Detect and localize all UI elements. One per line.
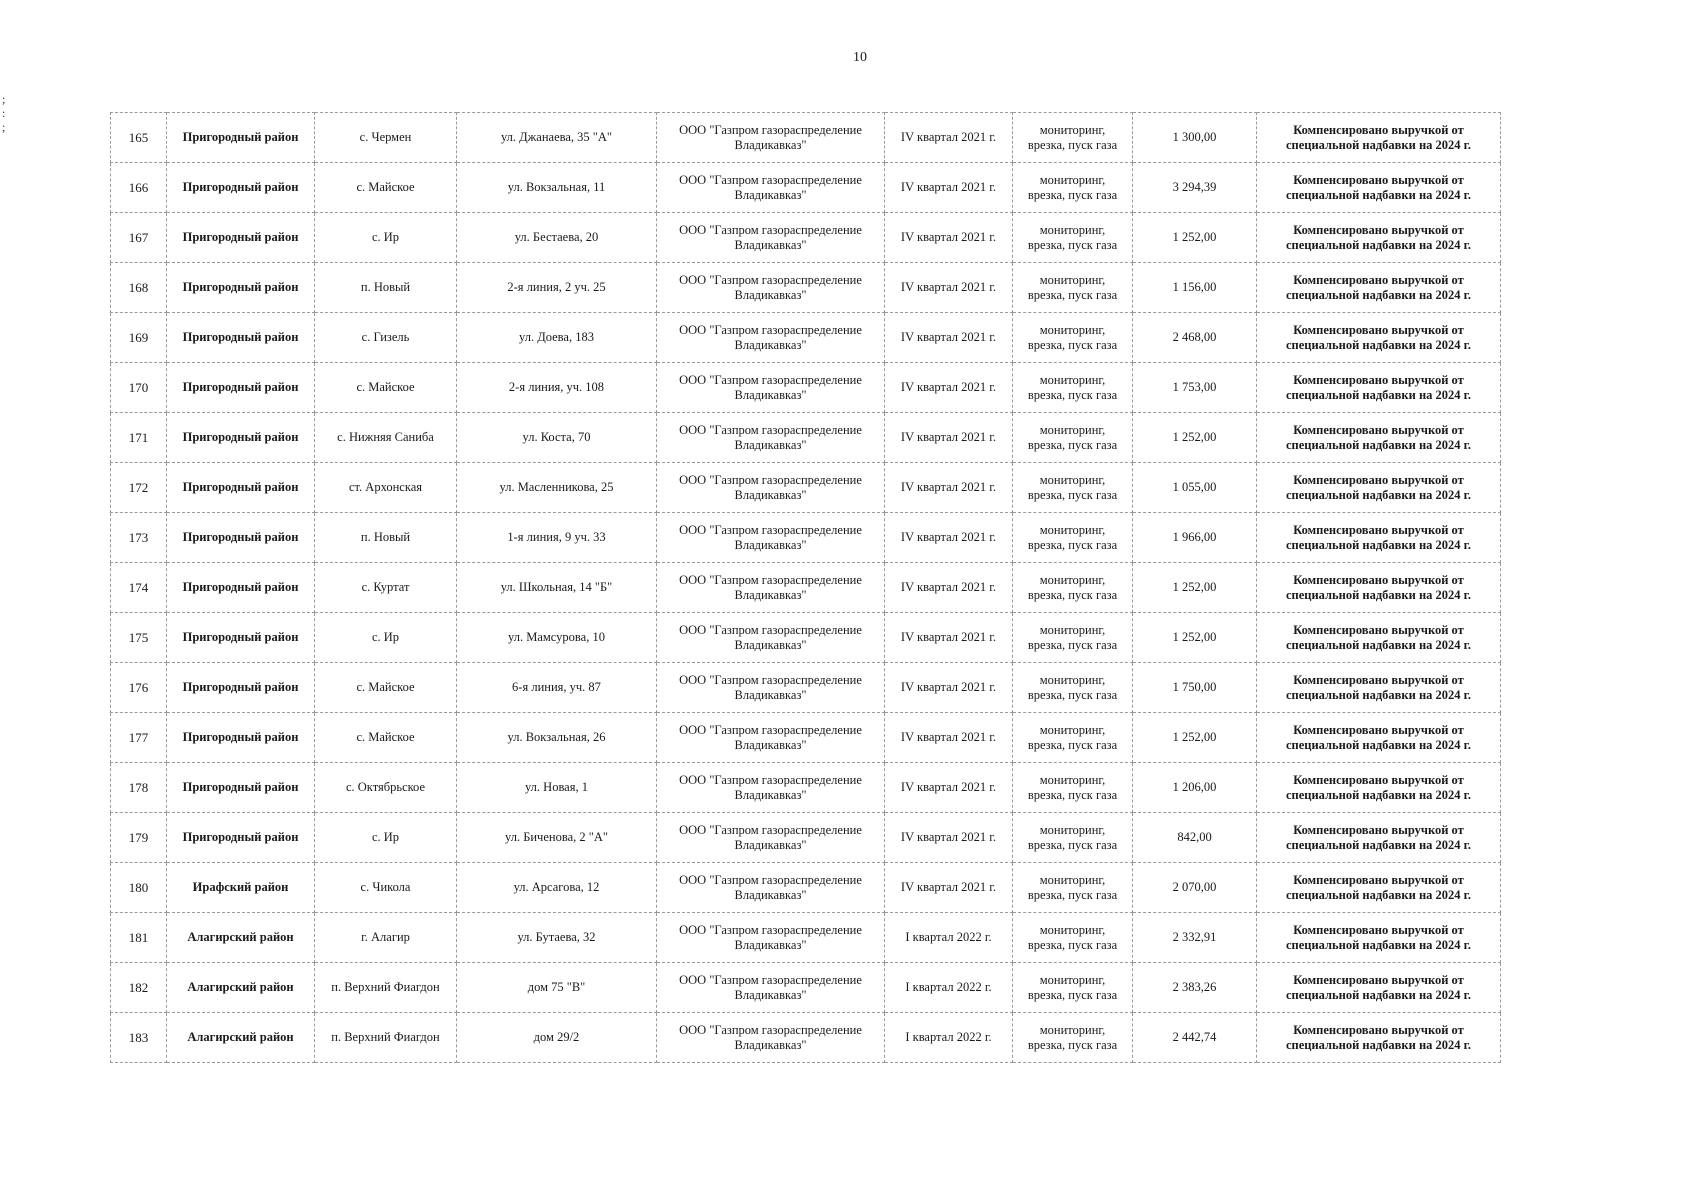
settlement-cell: ст. Архонская — [315, 463, 457, 513]
address-cell: ул. Биченова, 2 "А" — [457, 813, 657, 863]
row-number-cell: 171 — [111, 413, 167, 463]
row-number-cell: 182 — [111, 963, 167, 1013]
settlement-cell: п. Верхний Фиагдон — [315, 963, 457, 1013]
settlement-cell: с. Чермен — [315, 113, 457, 163]
note-cell: Компенсировано выручкой от специальной надбавки на 2024 г. — [1257, 113, 1501, 163]
settlement-cell: п. Верхний Фиагдон — [315, 1013, 457, 1063]
address-cell: ул. Мамсурова, 10 — [457, 613, 657, 663]
organization-cell: ООО "Газпром газораспределение Владикавказ" — [657, 813, 885, 863]
organization-cell: ООО "Газпром газораспределение Владикавказ" — [657, 513, 885, 563]
district-cell: Пригородный район — [167, 463, 315, 513]
settlement-cell: п. Новый — [315, 513, 457, 563]
amount-cell: 1 252,00 — [1133, 563, 1257, 613]
table-row — [111, 363, 1501, 413]
amount-cell: 1 055,00 — [1133, 463, 1257, 513]
data-table-container — [110, 112, 1500, 1063]
note-cell: Компенсировано выручкой от специальной надбавки на 2024 г. — [1257, 563, 1501, 613]
period-cell: I квартал 2022 г. — [885, 913, 1013, 963]
district-cell: Пригородный район — [167, 813, 315, 863]
period-cell: IV квартал 2021 г. — [885, 463, 1013, 513]
address-cell: 2-я линия, 2 уч. 25 — [457, 263, 657, 313]
organization-cell: ООО "Газпром газораспределение Владикавказ" — [657, 413, 885, 463]
address-cell: ул. Вокзальная, 26 — [457, 713, 657, 763]
address-cell: 2-я линия, уч. 108 — [457, 363, 657, 413]
amount-cell: 1 252,00 — [1133, 413, 1257, 463]
period-cell: IV квартал 2021 г. — [885, 663, 1013, 713]
district-cell: Ирафский район — [167, 863, 315, 913]
district-cell: Пригородный район — [167, 313, 315, 363]
table-row — [111, 713, 1501, 763]
work-type-cell: мониторинг, врезка, пуск газа — [1013, 913, 1133, 963]
settlement-cell: с. Ир — [315, 813, 457, 863]
organization-cell: ООО "Газпром газораспределение Владикавказ" — [657, 313, 885, 363]
row-number-cell: 177 — [111, 713, 167, 763]
address-cell: ул. Арсагова, 12 — [457, 863, 657, 913]
row-number-cell: 175 — [111, 613, 167, 663]
organization-cell: ООО "Газпром газораспределение Владикавказ" — [657, 213, 885, 263]
work-type-cell: мониторинг, врезка, пуск газа — [1013, 263, 1133, 313]
district-cell: Пригородный район — [167, 613, 315, 663]
table-row — [111, 263, 1501, 313]
amount-cell: 2 070,00 — [1133, 863, 1257, 913]
settlement-cell: с. Ир — [315, 613, 457, 663]
note-cell: Компенсировано выручкой от специальной надбавки на 2024 г. — [1257, 513, 1501, 563]
district-cell: Пригородный район — [167, 163, 315, 213]
page-number: 10 — [853, 50, 867, 65]
settlement-cell: с. Майское — [315, 713, 457, 763]
table-row — [111, 163, 1501, 213]
amount-cell: 1 753,00 — [1133, 363, 1257, 413]
district-cell: Пригородный район — [167, 263, 315, 313]
settlement-cell: с. Октябрьское — [315, 763, 457, 813]
settlement-cell: с. Куртат — [315, 563, 457, 613]
work-type-cell: мониторинг, врезка, пуск газа — [1013, 363, 1133, 413]
organization-cell: ООО "Газпром газораспределение Владикавказ" — [657, 463, 885, 513]
note-cell: Компенсировано выручкой от специальной надбавки на 2024 г. — [1257, 213, 1501, 263]
organization-cell: ООО "Газпром газораспределение Владикавказ" — [657, 113, 885, 163]
margin-mark: ; — [2, 120, 6, 134]
amount-cell: 2 332,91 — [1133, 913, 1257, 963]
period-cell: I квартал 2022 г. — [885, 963, 1013, 1013]
note-cell: Компенсировано выручкой от специальной надбавки на 2024 г. — [1257, 863, 1501, 913]
row-number-cell: 167 — [111, 213, 167, 263]
note-cell: Компенсировано выручкой от специальной надбавки на 2024 г. — [1257, 663, 1501, 713]
amount-cell: 1 252,00 — [1133, 613, 1257, 663]
work-type-cell: мониторинг, врезка, пуск газа — [1013, 1013, 1133, 1063]
period-cell: IV квартал 2021 г. — [885, 163, 1013, 213]
row-number-cell: 173 — [111, 513, 167, 563]
work-type-cell: мониторинг, врезка, пуск газа — [1013, 463, 1133, 513]
address-cell: ул. Коста, 70 — [457, 413, 657, 463]
table-row — [111, 463, 1501, 513]
row-number-cell: 183 — [111, 1013, 167, 1063]
table-row — [111, 763, 1501, 813]
note-cell: Компенсировано выручкой от специальной надбавки на 2024 г. — [1257, 463, 1501, 513]
margin-marks — [2, 92, 5, 134]
table-row — [111, 613, 1501, 663]
settlement-cell: с. Ир — [315, 213, 457, 263]
table-row — [111, 963, 1501, 1013]
organization-cell: ООО "Газпром газораспределение Владикавказ" — [657, 163, 885, 213]
data-table — [110, 112, 1501, 1063]
amount-cell: 2 468,00 — [1133, 313, 1257, 363]
note-cell: Компенсировано выручкой от специальной надбавки на 2024 г. — [1257, 1013, 1501, 1063]
district-cell: Пригородный район — [167, 513, 315, 563]
work-type-cell: мониторинг, врезка, пуск газа — [1013, 963, 1133, 1013]
period-cell: IV квартал 2021 г. — [885, 413, 1013, 463]
table-row — [111, 513, 1501, 563]
district-cell: Алагирский район — [167, 963, 315, 1013]
district-cell: Пригородный район — [167, 213, 315, 263]
settlement-cell: с. Гизель — [315, 313, 457, 363]
period-cell: IV квартал 2021 г. — [885, 263, 1013, 313]
period-cell: IV квартал 2021 г. — [885, 863, 1013, 913]
district-cell: Пригородный район — [167, 713, 315, 763]
organization-cell: ООО "Газпром газораспределение Владикавказ" — [657, 363, 885, 413]
table-row — [111, 113, 1501, 163]
row-number-cell: 165 — [111, 113, 167, 163]
period-cell: IV квартал 2021 г. — [885, 213, 1013, 263]
note-cell: Компенсировано выручкой от специальной надбавки на 2024 г. — [1257, 413, 1501, 463]
work-type-cell: мониторинг, врезка, пуск газа — [1013, 213, 1133, 263]
organization-cell: ООО "Газпром газораспределение Владикавказ" — [657, 1013, 885, 1063]
note-cell: Компенсировано выручкой от специальной надбавки на 2024 г. — [1257, 263, 1501, 313]
address-cell: 6-я линия, уч. 87 — [457, 663, 657, 713]
period-cell: IV квартал 2021 г. — [885, 363, 1013, 413]
period-cell: IV квартал 2021 г. — [885, 563, 1013, 613]
district-cell: Пригородный район — [167, 413, 315, 463]
amount-cell: 842,00 — [1133, 813, 1257, 863]
note-cell: Компенсировано выручкой от специальной надбавки на 2024 г. — [1257, 313, 1501, 363]
organization-cell: ООО "Газпром газораспределение Владикавказ" — [657, 913, 885, 963]
settlement-cell: с. Майское — [315, 663, 457, 713]
address-cell: 1-я линия, 9 уч. 33 — [457, 513, 657, 563]
work-type-cell: мониторинг, врезка, пуск газа — [1013, 763, 1133, 813]
work-type-cell: мониторинг, врезка, пуск газа — [1013, 663, 1133, 713]
note-cell: Компенсировано выручкой от специальной надбавки на 2024 г. — [1257, 613, 1501, 663]
organization-cell: ООО "Газпром газораспределение Владикавказ" — [657, 763, 885, 813]
note-cell: Компенсировано выручкой от специальной надбавки на 2024 г. — [1257, 913, 1501, 963]
table-row — [111, 863, 1501, 913]
row-number-cell: 181 — [111, 913, 167, 963]
period-cell: IV квартал 2021 г. — [885, 113, 1013, 163]
settlement-cell: с. Майское — [315, 363, 457, 413]
row-number-cell: 180 — [111, 863, 167, 913]
work-type-cell: мониторинг, врезка, пуск газа — [1013, 613, 1133, 663]
amount-cell: 2 442,74 — [1133, 1013, 1257, 1063]
period-cell: IV квартал 2021 г. — [885, 613, 1013, 663]
district-cell: Алагирский район — [167, 913, 315, 963]
note-cell: Компенсировано выручкой от специальной надбавки на 2024 г. — [1257, 963, 1501, 1013]
period-cell: IV квартал 2021 г. — [885, 813, 1013, 863]
table-row — [111, 1013, 1501, 1063]
work-type-cell: мониторинг, врезка, пуск газа — [1013, 113, 1133, 163]
table-row — [111, 913, 1501, 963]
work-type-cell: мониторинг, врезка, пуск газа — [1013, 413, 1133, 463]
address-cell: ул. Школьная, 14 "Б" — [457, 563, 657, 613]
work-type-cell: мониторинг, врезка, пуск газа — [1013, 513, 1133, 563]
settlement-cell: с. Нижняя Саниба — [315, 413, 457, 463]
amount-cell: 1 300,00 — [1133, 113, 1257, 163]
address-cell: ул. Бестаева, 20 — [457, 213, 657, 263]
address-cell: ул. Доева, 183 — [457, 313, 657, 363]
note-cell: Компенсировано выручкой от специальной надбавки на 2024 г. — [1257, 763, 1501, 813]
row-number-cell: 172 — [111, 463, 167, 513]
district-cell: Пригородный район — [167, 363, 315, 413]
note-cell: Компенсировано выручкой от специальной надбавки на 2024 г. — [1257, 713, 1501, 763]
work-type-cell: мониторинг, врезка, пуск газа — [1013, 713, 1133, 763]
row-number-cell: 168 — [111, 263, 167, 313]
margin-mark: ; — [2, 92, 6, 106]
organization-cell: ООО "Газпром газораспределение Владикавказ" — [657, 563, 885, 613]
amount-cell: 2 383,26 — [1133, 963, 1257, 1013]
address-cell: ул. Новая, 1 — [457, 763, 657, 813]
address-cell: ул. Джанаева, 35 "А" — [457, 113, 657, 163]
district-cell: Алагирский район — [167, 1013, 315, 1063]
work-type-cell: мониторинг, врезка, пуск газа — [1013, 863, 1133, 913]
row-number-cell: 178 — [111, 763, 167, 813]
period-cell: I квартал 2022 г. — [885, 1013, 1013, 1063]
amount-cell: 1 206,00 — [1133, 763, 1257, 813]
table-row — [111, 563, 1501, 613]
amount-cell: 3 294,39 — [1133, 163, 1257, 213]
amount-cell: 1 750,00 — [1133, 663, 1257, 713]
work-type-cell: мониторинг, врезка, пуск газа — [1013, 813, 1133, 863]
period-cell: IV квартал 2021 г. — [885, 713, 1013, 763]
note-cell: Компенсировано выручкой от специальной надбавки на 2024 г. — [1257, 363, 1501, 413]
settlement-cell: п. Новый — [315, 263, 457, 313]
settlement-cell: с. Майское — [315, 163, 457, 213]
table-row — [111, 313, 1501, 363]
work-type-cell: мониторинг, врезка, пуск газа — [1013, 163, 1133, 213]
settlement-cell: г. Алагир — [315, 913, 457, 963]
district-cell: Пригородный район — [167, 763, 315, 813]
address-cell: дом 75 "В" — [457, 963, 657, 1013]
address-cell: ул. Масленникова, 25 — [457, 463, 657, 513]
settlement-cell: с. Чикола — [315, 863, 457, 913]
row-number-cell: 179 — [111, 813, 167, 863]
work-type-cell: мониторинг, врезка, пуск газа — [1013, 313, 1133, 363]
row-number-cell: 174 — [111, 563, 167, 613]
table-row — [111, 413, 1501, 463]
address-cell: дом 29/2 — [457, 1013, 657, 1063]
note-cell: Компенсировано выручкой от специальной надбавки на 2024 г. — [1257, 813, 1501, 863]
organization-cell: ООО "Газпром газораспределение Владикавказ" — [657, 663, 885, 713]
period-cell: IV квартал 2021 г. — [885, 763, 1013, 813]
organization-cell: ООО "Газпром газораспределение Владикавказ" — [657, 863, 885, 913]
organization-cell: ООО "Газпром газораспределение Владикавказ" — [657, 963, 885, 1013]
organization-cell: ООО "Газпром газораспределение Владикавказ" — [657, 613, 885, 663]
work-type-cell: мониторинг, врезка, пуск газа — [1013, 563, 1133, 613]
address-cell: ул. Вокзальная, 11 — [457, 163, 657, 213]
amount-cell: 1 252,00 — [1133, 713, 1257, 763]
organization-cell: ООО "Газпром газораспределение Владикавказ" — [657, 713, 885, 763]
amount-cell: 1 156,00 — [1133, 263, 1257, 313]
table-row — [111, 813, 1501, 863]
district-cell: Пригородный район — [167, 113, 315, 163]
amount-cell: 1 252,00 — [1133, 213, 1257, 263]
district-cell: Пригородный район — [167, 663, 315, 713]
organization-cell: ООО "Газпром газораспределение Владикавказ" — [657, 263, 885, 313]
amount-cell: 1 966,00 — [1133, 513, 1257, 563]
period-cell: IV квартал 2021 г. — [885, 313, 1013, 363]
note-cell: Компенсировано выручкой от специальной надбавки на 2024 г. — [1257, 163, 1501, 213]
margin-mark: : — [2, 106, 6, 120]
row-number-cell: 169 — [111, 313, 167, 363]
district-cell: Пригородный район — [167, 563, 315, 613]
table-row — [111, 663, 1501, 713]
row-number-cell: 166 — [111, 163, 167, 213]
table-body — [111, 113, 1501, 1063]
table-row — [111, 213, 1501, 263]
row-number-cell: 170 — [111, 363, 167, 413]
period-cell: IV квартал 2021 г. — [885, 513, 1013, 563]
address-cell: ул. Бутаева, 32 — [457, 913, 657, 963]
row-number-cell: 176 — [111, 663, 167, 713]
